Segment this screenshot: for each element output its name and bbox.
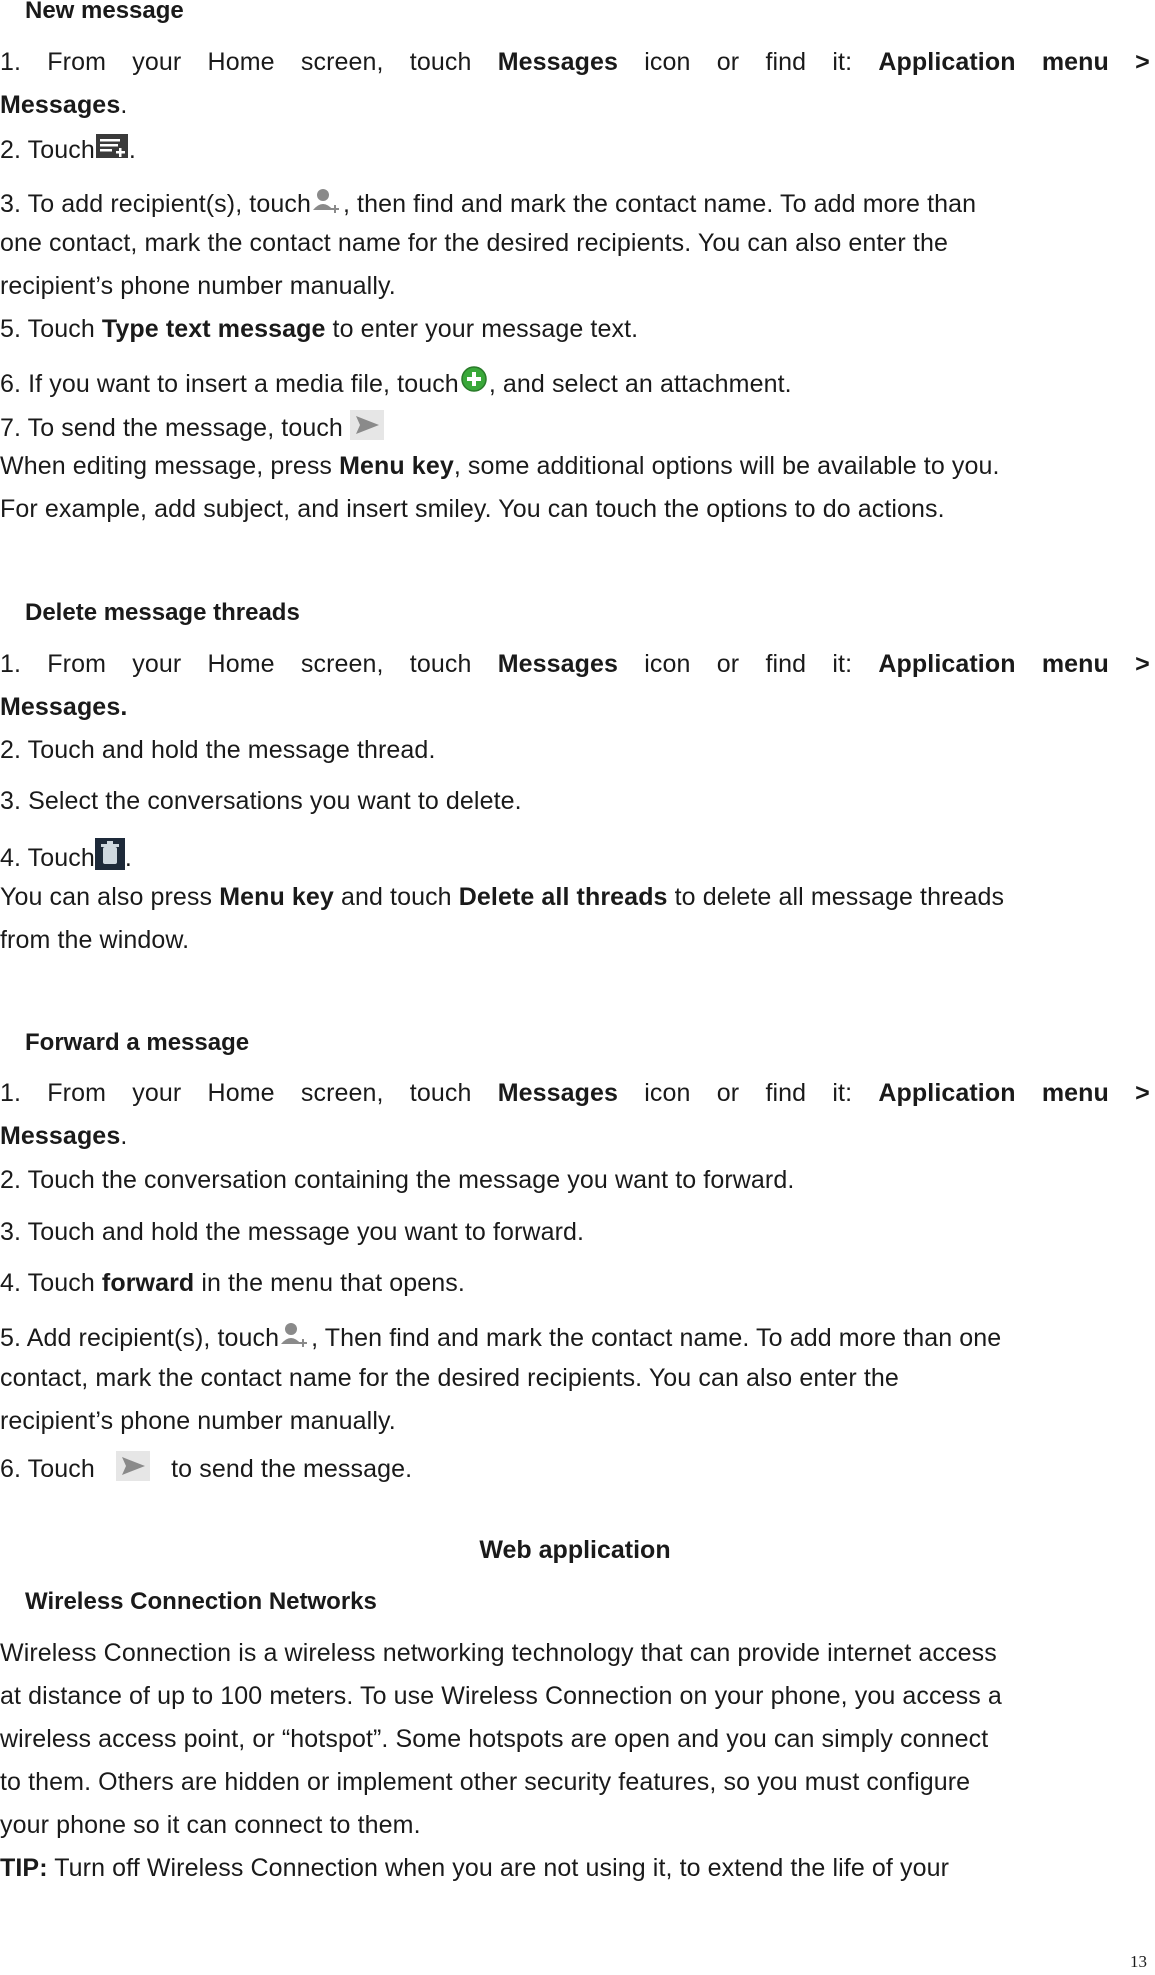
forward-step-2: 2. Touch the conversation containing the message you want to forward. xyxy=(0,1166,795,1194)
forward-step-4: 4. Touch forward in the menu that opens. xyxy=(0,1269,465,1297)
forward-step-3: 3. Touch and hold the message you want to forward. xyxy=(0,1218,585,1246)
step-3-line-3: recipient’s phone number manually. xyxy=(0,272,396,300)
wireless-para-line-2: at distance of up to 100 meters. To use Wireless Connection on your phone, you access a xyxy=(0,1682,1002,1710)
forward-step-1-line: 1. From your Home screen, touch Messages icon or find it: Application menu > xyxy=(0,1079,1150,1107)
plus-circle-icon xyxy=(459,366,489,403)
wireless-para-line-3: wireless access point, or “hotspot”. Some hotspots are open and you can simply connect xyxy=(0,1725,989,1753)
step-5: 5. Touch Type text message to enter your message text. xyxy=(0,315,639,343)
trash-icon xyxy=(95,838,125,877)
step-3-line-1: 3. To add recipient(s), touch , then find and mark the contact name. To add more than xyxy=(0,186,1155,223)
page-number: 13 xyxy=(1130,1952,1147,1971)
delete-all-note-line-2: from the window. xyxy=(0,926,190,954)
forward-step-5-line-3: recipient’s phone number manually. xyxy=(0,1407,396,1435)
new-message-icon xyxy=(95,134,129,169)
chapter-title-web-application: Web application xyxy=(479,1536,671,1564)
add-contact-icon xyxy=(311,186,343,223)
delete-step-3: 3. Select the conversations you want to delete. xyxy=(0,787,522,815)
tip-line: TIP: Turn off Wireless Connection when you are not using it, to extend the life of your xyxy=(0,1854,950,1882)
menu-key-note-line-2: For example, add subject, and insert smiley. You can touch the options to do actions. xyxy=(0,495,945,523)
step-1-cont: Messages. xyxy=(0,91,128,119)
delete-step-2: 2. Touch and hold the message thread. xyxy=(0,736,436,764)
delete-step-1-line: 1. From your Home screen, touch Messages icon or find it: Application menu > xyxy=(0,650,1150,678)
delete-step-1-cont: Messages. xyxy=(0,693,128,721)
section-heading-wireless-networks: Wireless Connection Networks xyxy=(25,1588,377,1615)
step-2: 2. Touch . xyxy=(0,134,1155,169)
wireless-para-line-1: Wireless Connection is a wireless networking technology that can provide internet access xyxy=(0,1639,997,1667)
step-3-line-2: one contact, mark the contact name for the desired recipients. You can also enter the xyxy=(0,229,948,257)
section-heading-new-message: New message xyxy=(25,0,184,24)
menu-key-note-line-1: When editing message, press Menu key, some additional options will be available to you. xyxy=(0,452,1000,480)
wireless-para-line-5: your phone so it can connect to them. xyxy=(0,1811,421,1839)
send-icon xyxy=(116,1451,150,1488)
section-heading-delete-threads: Delete message threads xyxy=(25,599,300,626)
forward-step-5-line-1: 5. Add recipient(s), touch , Then find and mark the contact name. To add more than one xyxy=(0,1320,1155,1357)
delete-step-4: 4. Touch . xyxy=(0,838,1155,877)
section-heading-forward-message: Forward a message xyxy=(25,1029,250,1056)
forward-step-6: 6. Touch to send the message. xyxy=(0,1451,1155,1488)
step-6: 6. If you want to insert a media file, touch , and select an attachment. xyxy=(0,366,1155,403)
delete-all-note-line-1: You can also press Menu key and touch Delete all threads to delete all message threads xyxy=(0,883,1005,911)
wireless-para-line-4: to them. Others are hidden or implement other security features, so you must configure xyxy=(0,1768,971,1796)
forward-step-1-cont: Messages. xyxy=(0,1122,128,1150)
step-7: 7. To send the message, touch xyxy=(0,410,1155,447)
send-icon xyxy=(350,410,384,447)
add-contact-icon xyxy=(279,1320,311,1357)
forward-step-5-line-2: contact, mark the contact name for the desired recipients. You can also enter the xyxy=(0,1364,899,1392)
step-1-line: 1. From your Home screen, touch Messages icon or find it: Application menu > xyxy=(0,48,1150,76)
